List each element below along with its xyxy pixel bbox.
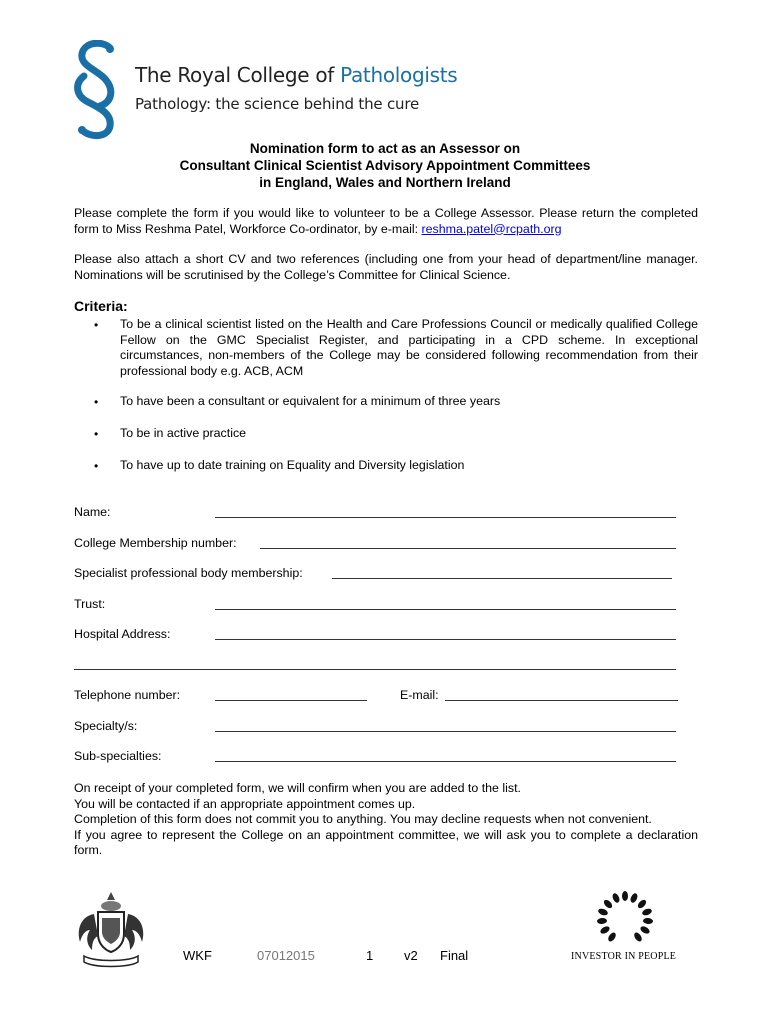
trust-field[interactable] (215, 609, 676, 610)
footer-status: Final (440, 948, 469, 963)
closing-paragraph: On receipt of your completed form, we will confirm when you are added to the list. You will be contacted if an appropriate appointment comes up. Completion of this form does not commit you to anything. You may decline requests when not convenient. If you agree to represent the College on an appointment committee, we will ask you to complete a declaration form. (74, 781, 698, 857)
telephone-field[interactable] (215, 700, 367, 701)
intro-paragraph: Please complete the form if you would like to volunteer to be a College Assessor. Please return the completed form to Miss Reshma Patel, Workforce Co-ordinator, by e-mail: reshma.patel@rcpath.org (74, 206, 698, 236)
hospital-address-field[interactable] (215, 639, 676, 640)
laurel-wreath-icon (596, 890, 654, 946)
footer-code: WKF (183, 948, 212, 963)
title-line-2: Consultant Clinical Scientist Advisory Appointment Committees (179, 158, 591, 173)
specialty-label: Specialty/s: (74, 719, 138, 733)
hospital-address-label: Hospital Address: (74, 627, 171, 641)
membership-label: College Membership number: (74, 536, 237, 550)
specialist-body-label: Specialist professional body membership: (74, 566, 303, 580)
hospital-address-field-line-2[interactable] (74, 669, 676, 670)
title-line-3: in England, Wales and Northern Ireland (259, 175, 511, 190)
specialty-field[interactable] (215, 731, 676, 732)
tagline: Pathology: the science behind the cure (135, 95, 420, 113)
contact-email-link[interactable]: reshma.patel@rcpath.org (421, 221, 562, 236)
investor-in-people-label: INVESTOR IN PEOPLE (571, 951, 677, 962)
title-line-1: Nomination form to act as an Assessor on (249, 141, 521, 156)
name-field[interactable] (215, 517, 676, 518)
footer-date: 07012015 (257, 948, 315, 963)
college-section-mark-logo (66, 40, 128, 140)
criteria-item: To have been a consultant or equivalent for a minimum of three years (120, 394, 501, 408)
subspecialties-field[interactable] (215, 761, 676, 762)
footer-version: v2 (404, 948, 418, 963)
name-label: Name: (74, 505, 111, 519)
criteria-item: To be a clinical scientist listed on the Health and Care Professions Council or medically qualified College Fellow on the GMC Specialist Register, and participating in a CPD scheme. In exceptional circumstances, non-members of the College may be considered following recommendation from their professional body e.g. ACB, ACM (120, 317, 698, 378)
org-name: The Royal College of Pathologists (135, 63, 458, 87)
footer-page-number: 1 (366, 948, 374, 963)
form-title (0, 140, 770, 191)
bullet-icon: • (94, 395, 99, 409)
criteria-item: To be in active practice (120, 426, 247, 440)
trust-label: Trust: (74, 597, 106, 611)
membership-field[interactable] (260, 548, 676, 549)
bullet-icon: • (94, 427, 99, 441)
email-label: E-mail: (400, 688, 439, 702)
coat-of-arms-icon (72, 888, 150, 968)
telephone-label: Telephone number: (74, 688, 181, 702)
criteria-heading: Criteria: (74, 298, 128, 314)
bullet-icon: • (94, 318, 99, 332)
subspecialties-label: Sub-specialties: (74, 749, 162, 763)
specialist-body-field[interactable] (332, 578, 672, 579)
attachment-paragraph: Please also attach a short CV and two references (including one from your head of department/line manager. Nominations will be scrutinised by the College’s Committee for Clinical Science. (74, 252, 698, 282)
bullet-icon: • (94, 459, 99, 473)
email-field[interactable] (445, 700, 678, 701)
criteria-item: To have up to date training on Equality and Diversity legislation (120, 458, 465, 472)
